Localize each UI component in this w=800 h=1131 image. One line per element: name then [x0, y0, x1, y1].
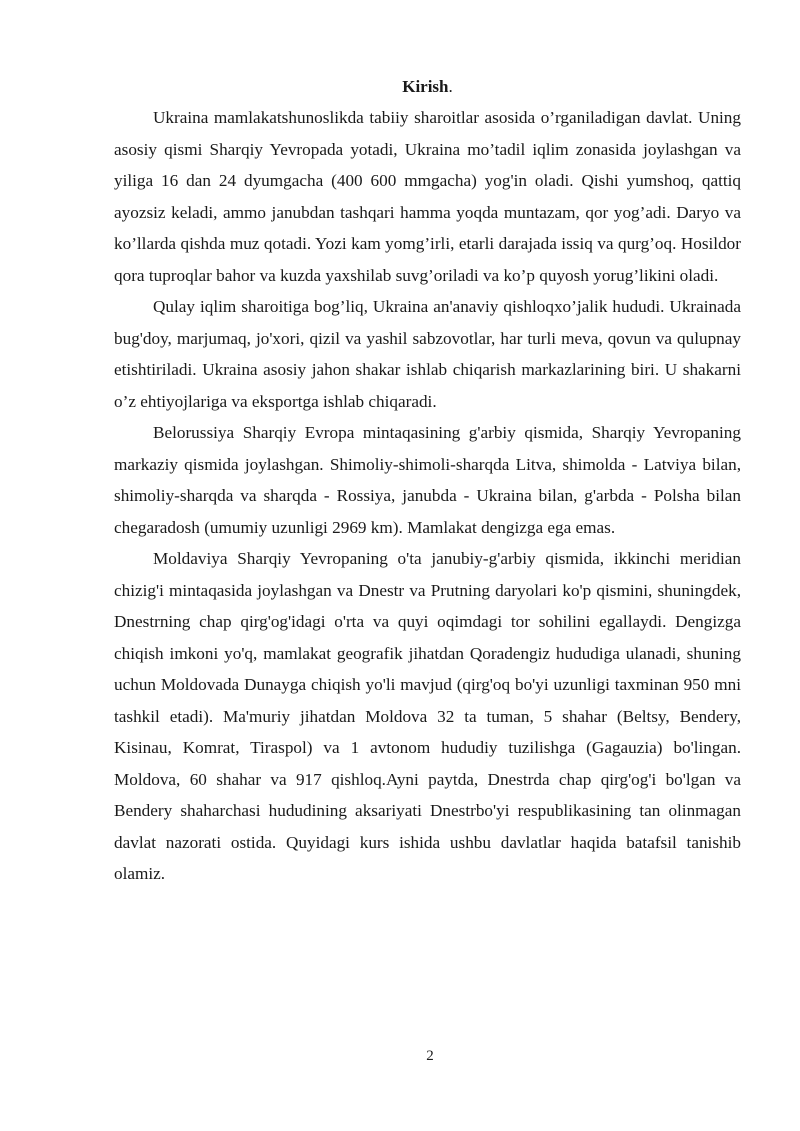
page-number: 2: [426, 1048, 434, 1064]
paragraph-belorussiya: Belorussiya Sharqiy Evropa mintaqasining g'arbiy qismida, Sharqiy Yevropaning markaziy qismida joylashgan. Shimoliy-shimoli-sharqda Litva, shimolda - Latviya bilan, shimoliy-sharqda va sharqda - Rossiya, janubda - Ukraina bilan, g'arbda - Polsha bilan chegaradosh (umumiy uzunligi 2969 km). Mamlakat dengizga ega emas.: [114, 423, 741, 537]
title-suffix: .: [448, 77, 453, 96]
paragraph-ukraina-agriculture: Qulay iqlim sharoitiga bog’liq, Ukraina an'anaviy qishloqxo’jalik hududi. Ukrainada bug'doy, marjumaq, jo'xori, qizil va yashil sabzovotlar, har turli meva, qovun va qulupnay etishtiriladi. Ukraina asosiy jahon shakar ishlab chiqarish markazlarining biri. U shakarni o’z ehtiyojlariga va eksportga ishlab chiqaradi.: [114, 297, 741, 411]
page-title: [114, 76, 741, 98]
paragraph-ukraina-climate: Ukraina mamlakatshunoslikda tabiiy sharoitlar asosida o’rganiladigan davlat. Uning asosiy qismi Sharqiy Yevropada yotadi, Ukraina mo’tadil iqlim zonasida joylashgan va yiliga 16 dan 24 dyumgacha (400 600 mmgacha) yog'in oladi. Qishi yumshoq, qattiq ayozsiz keladi, ammo janubdan tashqari hamma yoqda muntazam, qor yog’adi. Daryo va ko’llarda qishda muz qotadi. Yozi kam yomg’irli, etarli darajada issiq va qurg’oq. Hosildor qora tuproqlar bahor va kuzda yaxshilab suvg’oriladi va ko’p quyosh yorug’likini oladi.: [114, 108, 741, 285]
paragraph-moldaviya: Moldaviya Sharqiy Yevropaning o'ta janubiy-g'arbiy qismida, ikkinchi meridian chizig'i mintaqasida joylashgan va Dnestr va Prutning daryolari ko'p qismini, shuningdek, Dnestrning chap qirg'og'idagi o'rta va quyi oqimdagi tor sohilini egallaydi. Dengizga chiqish imkoni yo'q, mamlakat geografik jihatdan Qoradengiz hududiga ulanadi, shuning uchun Moldovada Dunayga chiqish yo'li mavjud (qirg'oq bo'yi uzunligi taxminan 950 mni tashkil etadi). Ma'muriy jihatdan Moldova 32 ta tuman, 5 shahar (Beltsy, Bendery, Kisinau, Komrat, Tiraspol) va 1 avtonom hududiy tuzilishga (Gagauzia) bo'lingan. Moldova, 60 shahar va 917 qishloq.Ayni paytda, Dnestrda chap qirg'og'i bo'lgan va Bendery shaharchasi hududining aksariyati Dnestrbo'yi respublikasining tan olinmagan davlat nazorati ostida. Quyidagi kurs ishida ushbu davlatlar haqida batafsil tanishib olamiz.: [114, 549, 741, 883]
title-text: Kirish: [402, 77, 449, 96]
page-content: [114, 76, 741, 890]
